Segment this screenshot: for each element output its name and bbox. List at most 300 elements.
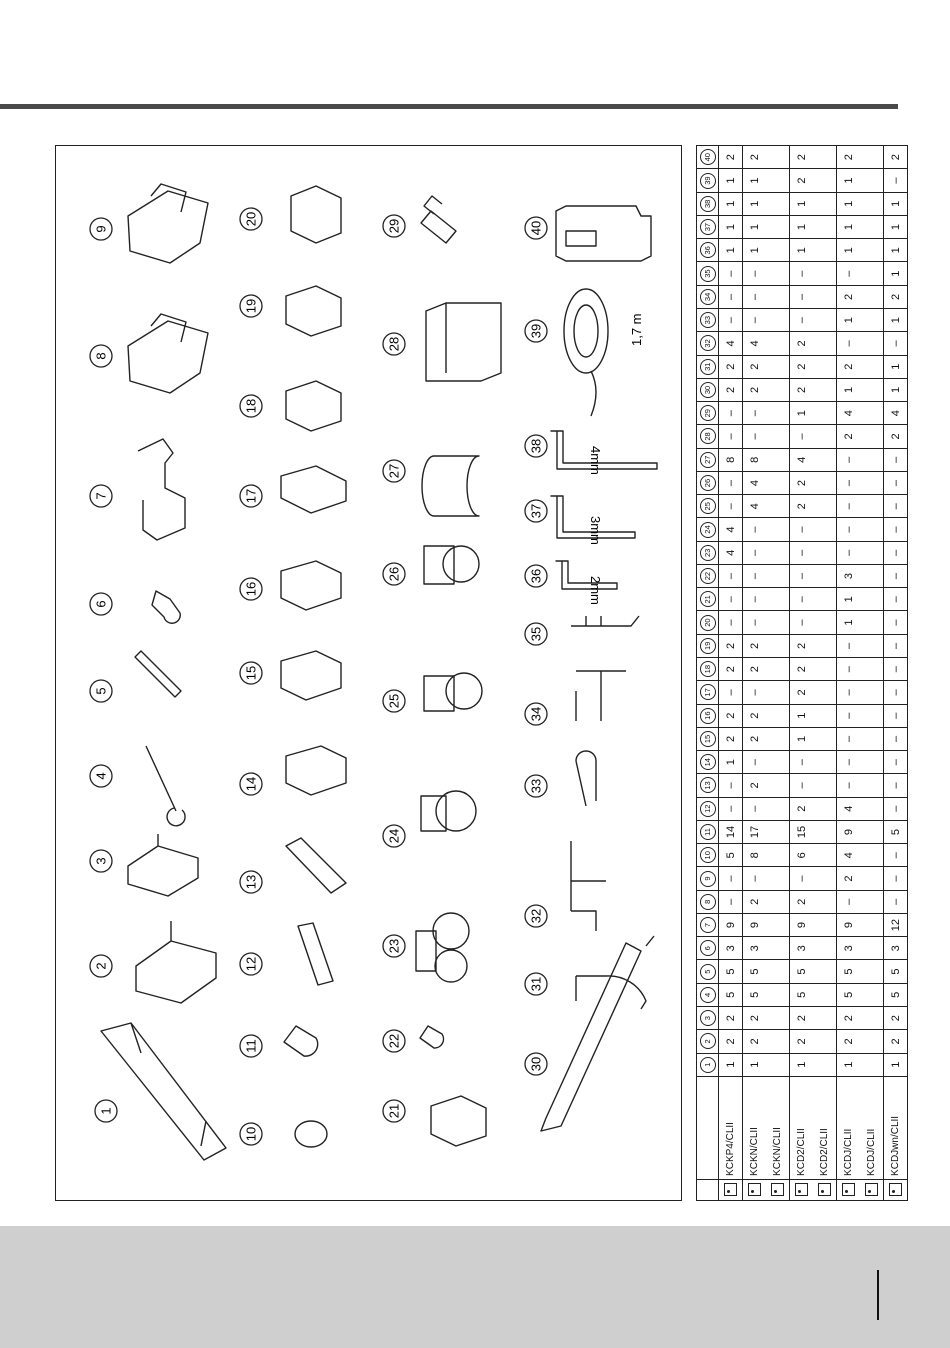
quantity-cell: –: [790, 425, 814, 448]
quantity-cell: [813, 1030, 837, 1053]
quantity-cell: 2: [790, 378, 814, 401]
quantity-cell: –: [837, 495, 861, 518]
quantity-cell: [860, 983, 884, 1006]
quantity-cell: 17: [743, 820, 767, 843]
svg-text:6: 6: [93, 600, 109, 608]
table-header-row: [697, 146, 719, 1201]
quantity-cell: –: [837, 890, 861, 913]
quantity-cell: 2: [743, 890, 767, 913]
quantity-cell: –: [719, 797, 743, 820]
quantity-cell: 4: [837, 844, 861, 867]
column-header-25: 25: [697, 495, 719, 518]
quantity-cell: –: [884, 634, 908, 657]
table-row: [884, 146, 908, 1201]
quantity-cell: –: [719, 611, 743, 634]
quantity-cell: 8: [743, 844, 767, 867]
svg-text:28: 28: [386, 336, 402, 352]
quantity-cell: [813, 820, 837, 843]
quantity-cell: 2: [790, 890, 814, 913]
column-header-23: 23: [697, 541, 719, 564]
quantity-cell: 2: [837, 146, 861, 169]
quantity-cell: 1: [837, 378, 861, 401]
quantity-cell: –: [743, 588, 767, 611]
quantity-cell: 9: [790, 913, 814, 936]
part-label-13: [240, 871, 262, 893]
svg-text:2: 2: [93, 962, 109, 970]
quantity-cell: [766, 658, 790, 681]
quantity-cell: 1: [837, 239, 861, 262]
quantity-cell: [813, 867, 837, 890]
quantity-cell: [813, 215, 837, 238]
quantity-cell: [860, 867, 884, 890]
quantity-cell: 2: [790, 355, 814, 378]
quantity-cell: [766, 309, 790, 332]
quantity-cell: 8: [743, 448, 767, 471]
quantity-cell: –: [884, 727, 908, 750]
quantity-cell: [766, 937, 790, 960]
part-20-drawing: [291, 186, 341, 243]
quantity-cell: 4: [719, 518, 743, 541]
part-33-drawing: [576, 751, 596, 806]
part-2-drawing: [136, 921, 216, 1003]
quantity-cell: [860, 1053, 884, 1076]
part-label-18: [240, 395, 262, 417]
quantity-cell: 3: [719, 937, 743, 960]
column-header-1: 1: [697, 1053, 719, 1076]
quantity-cell: 8: [719, 448, 743, 471]
quantity-cell: 2: [884, 425, 908, 448]
quantity-cell: 1: [837, 192, 861, 215]
quantity-cell: 2: [719, 634, 743, 657]
part-39-drawing: [564, 289, 608, 373]
svg-text:24: 24: [386, 828, 402, 844]
quantity-cell: –: [743, 425, 767, 448]
column-header-20: 20: [697, 611, 719, 634]
quantity-cell: –: [884, 564, 908, 587]
quantity-cell: 1: [790, 215, 814, 238]
quantity-cell: [860, 309, 884, 332]
quantity-cell: 2: [743, 378, 767, 401]
part-40-drawing: [556, 206, 651, 261]
quantity-cell: –: [884, 658, 908, 681]
part-label-12: [240, 953, 262, 975]
rect-dot-icon: [813, 1179, 837, 1200]
quantity-cell: [813, 378, 837, 401]
quantity-cell: –: [884, 448, 908, 471]
part-24-drawing: [436, 791, 476, 831]
quantity-cell: [766, 285, 790, 308]
quantity-cell: [813, 704, 837, 727]
quantity-cell: [766, 611, 790, 634]
quantity-cell: [766, 215, 790, 238]
quantity-cell: 9: [837, 820, 861, 843]
quantity-cell: 5: [743, 960, 767, 983]
quantity-cell: [813, 448, 837, 471]
part-label-11: [240, 1035, 262, 1057]
part-7-drawing: [138, 439, 185, 540]
quantity-cell: [860, 285, 884, 308]
product-name: KCD2/CLII: [790, 1076, 814, 1179]
quantity-cell: [860, 844, 884, 867]
part-label-23: [383, 935, 405, 957]
part-label-31: [525, 973, 547, 995]
quantity-cell: 2: [790, 1030, 814, 1053]
quantity-cell: –: [837, 518, 861, 541]
quantity-cell: [766, 378, 790, 401]
quantity-cell: [860, 658, 884, 681]
quantity-cell: –: [790, 611, 814, 634]
quantity-cell: [860, 937, 884, 960]
quantity-cell: [813, 332, 837, 355]
quantity-cell: [813, 564, 837, 587]
svg-text:22: 22: [386, 1033, 402, 1049]
quantity-cell: [860, 611, 884, 634]
part-25-drawing: [446, 673, 482, 709]
quantity-cell: 2: [837, 867, 861, 890]
quantity-cell: [860, 402, 884, 425]
quantity-cell: [766, 471, 790, 494]
column-header-32: 32: [697, 332, 719, 355]
quantity-cell: [813, 518, 837, 541]
column-header-2: 2: [697, 1030, 719, 1053]
part-label-8: [90, 345, 112, 367]
quantity-cell: [813, 402, 837, 425]
quantity-cell: [766, 402, 790, 425]
quantity-cell: 2: [884, 146, 908, 169]
svg-text:1: 1: [98, 1107, 114, 1115]
quantity-cell: [813, 797, 837, 820]
quantity-cell: 1: [884, 1053, 908, 1076]
quantity-cell: –: [743, 285, 767, 308]
quantity-cell: [766, 681, 790, 704]
quantity-cell: –: [790, 774, 814, 797]
quantity-cell: [766, 541, 790, 564]
column-header-22: 22: [697, 564, 719, 587]
svg-text:14: 14: [243, 776, 259, 792]
quantity-cell: 1: [837, 309, 861, 332]
svg-text:36: 36: [528, 568, 544, 584]
svg-text:7: 7: [93, 492, 109, 500]
parts-quantity-table: [696, 145, 908, 1201]
svg-text:8: 8: [93, 352, 109, 360]
svg-text:26: 26: [386, 566, 402, 582]
quantity-cell: 4: [743, 495, 767, 518]
quantity-cell: [860, 471, 884, 494]
quantity-cell: –: [884, 704, 908, 727]
column-header-40: 40: [697, 146, 719, 169]
quantity-cell: [813, 169, 837, 192]
quantity-cell: 1: [719, 169, 743, 192]
quantity-cell: 2: [837, 355, 861, 378]
column-header-8: 8: [697, 890, 719, 913]
quantity-cell: 9: [837, 913, 861, 936]
quantity-cell: 1: [790, 192, 814, 215]
quantity-cell: –: [719, 774, 743, 797]
quantity-cell: [813, 727, 837, 750]
quantity-cell: 5: [790, 960, 814, 983]
part-label-27: [383, 460, 405, 482]
column-header-18: 18: [697, 658, 719, 681]
svg-text:18: 18: [243, 398, 259, 414]
part-34-drawing: [576, 671, 626, 721]
quantity-cell: –: [743, 518, 767, 541]
quantity-cell: [860, 1030, 884, 1053]
quantity-cell: 1: [719, 1053, 743, 1076]
quantity-cell: 1: [743, 215, 767, 238]
quantity-cell: [860, 215, 884, 238]
quantity-cell: [766, 727, 790, 750]
quantity-cell: 2: [719, 704, 743, 727]
quantity-cell: [813, 309, 837, 332]
quantity-cell: [766, 844, 790, 867]
svg-text:12: 12: [243, 956, 259, 972]
quantity-cell: 1: [884, 215, 908, 238]
quantity-cell: [860, 518, 884, 541]
quantity-cell: 2: [743, 704, 767, 727]
quantity-cell: 1: [790, 1053, 814, 1076]
part-23-drawing: [433, 913, 469, 949]
quantity-cell: 1: [837, 1053, 861, 1076]
square-dot-icon: [837, 1179, 861, 1200]
quantity-cell: [813, 634, 837, 657]
part-label-21: [383, 1100, 405, 1122]
quantity-cell: –: [884, 332, 908, 355]
quantity-cell: 2: [790, 797, 814, 820]
quantity-cell: 2: [719, 1030, 743, 1053]
quantity-cell: [860, 634, 884, 657]
quantity-cell: 4: [837, 797, 861, 820]
quantity-cell: –: [790, 285, 814, 308]
quantity-cell: –: [884, 751, 908, 774]
quantity-cell: 2: [837, 285, 861, 308]
column-header-9: 9: [697, 867, 719, 890]
seal-length: 1,7 m: [629, 313, 644, 346]
header-name-cell: [697, 1076, 719, 1179]
rect-dot-icon: [860, 1179, 884, 1200]
quantity-cell: 1: [884, 262, 908, 285]
quantity-cell: [860, 588, 884, 611]
quantity-cell: 2: [743, 1030, 767, 1053]
column-header-27: 27: [697, 448, 719, 471]
quantity-cell: –: [743, 262, 767, 285]
quantity-cell: [766, 355, 790, 378]
part-15-drawing: [281, 651, 341, 700]
quantity-cell: –: [884, 471, 908, 494]
quantity-cell: 2: [790, 634, 814, 657]
svg-text:33: 33: [528, 778, 544, 794]
quantity-cell: 5: [884, 960, 908, 983]
rect-dot-icon: [790, 1179, 814, 1200]
part-label-29: [383, 215, 405, 237]
quantity-cell: –: [790, 262, 814, 285]
quantity-cell: 2: [884, 285, 908, 308]
svg-text:15: 15: [243, 665, 259, 681]
quantity-cell: 9: [743, 913, 767, 936]
column-header-34: 34: [697, 285, 719, 308]
quantity-cell: [860, 1006, 884, 1029]
part-label-30: [525, 1053, 547, 1075]
quantity-cell: –: [719, 867, 743, 890]
part-4-drawing: [146, 746, 185, 826]
part-label-28: [383, 333, 405, 355]
part-label-35: [525, 623, 547, 645]
svg-text:31: 31: [528, 976, 544, 992]
quantity-cell: 2: [790, 495, 814, 518]
quantity-cell: 2: [719, 1006, 743, 1029]
svg-text:16: 16: [243, 581, 259, 597]
part-label-33: [525, 775, 547, 797]
quantity-cell: 14: [719, 820, 743, 843]
quantity-cell: [813, 1006, 837, 1029]
column-header-33: 33: [697, 309, 719, 332]
quantity-cell: –: [719, 262, 743, 285]
rect-dot-icon: [884, 1179, 908, 1200]
quantity-cell: [860, 774, 884, 797]
quantity-cell: [766, 634, 790, 657]
part-3-drawing: [128, 834, 198, 896]
table-row: [837, 146, 861, 1201]
quantity-cell: [766, 797, 790, 820]
part-label-2: [90, 955, 112, 977]
quantity-cell: –: [790, 588, 814, 611]
quantity-cell: 2: [884, 1030, 908, 1053]
part-11-drawing: [284, 1026, 318, 1056]
product-name: KCD2/CLII: [813, 1076, 837, 1179]
column-header-12: 12: [697, 797, 719, 820]
quantity-cell: –: [743, 797, 767, 820]
quantity-cell: [766, 146, 790, 169]
quantity-cell: –: [837, 262, 861, 285]
svg-text:34: 34: [528, 706, 544, 722]
column-header-14: 14: [697, 751, 719, 774]
quantity-cell: 5: [884, 983, 908, 1006]
footer-bar: [877, 1270, 879, 1320]
part-6-drawing: [152, 591, 180, 623]
quantity-cell: 1: [837, 215, 861, 238]
column-header-39: 39: [697, 169, 719, 192]
quantity-cell: 1: [790, 704, 814, 727]
quantity-cell: 15: [790, 820, 814, 843]
quantity-cell: [766, 425, 790, 448]
quantity-cell: [813, 913, 837, 936]
square-icon: [743, 1179, 767, 1200]
part-label-5: [90, 680, 112, 702]
quantity-cell: –: [719, 588, 743, 611]
quantity-cell: 2: [719, 378, 743, 401]
quantity-cell: –: [790, 751, 814, 774]
quantity-cell: [860, 425, 884, 448]
quantity-cell: –: [884, 797, 908, 820]
quantity-cell: 5: [790, 983, 814, 1006]
quantity-cell: 4: [719, 332, 743, 355]
part-label-1: [95, 1100, 117, 1122]
column-header-28: 28: [697, 425, 719, 448]
part-label-26: [383, 563, 405, 585]
quantity-cell: [766, 332, 790, 355]
quantity-cell: –: [884, 588, 908, 611]
quantity-cell: 2: [790, 658, 814, 681]
quantity-cell: –: [743, 611, 767, 634]
quantity-cell: –: [884, 681, 908, 704]
quantity-cell: [813, 262, 837, 285]
quantity-cell: [813, 355, 837, 378]
column-header-13: 13: [697, 774, 719, 797]
quantity-cell: [766, 262, 790, 285]
quantity-cell: [813, 425, 837, 448]
quantity-cell: 1: [743, 169, 767, 192]
quantity-cell: 2: [837, 1006, 861, 1029]
header-icon-cell: [697, 1179, 719, 1200]
quantity-cell: [813, 471, 837, 494]
quantity-cell: [766, 890, 790, 913]
quantity-cell: –: [790, 541, 814, 564]
quantity-cell: 2: [743, 146, 767, 169]
quantity-cell: 4: [790, 448, 814, 471]
quantity-cell: [860, 448, 884, 471]
quantity-cell: [766, 239, 790, 262]
header-rule: [0, 104, 898, 109]
column-header-15: 15: [697, 727, 719, 750]
quantity-cell: 3: [837, 564, 861, 587]
part-label-25: [383, 690, 405, 712]
parts-table-wrapper: [696, 145, 902, 1201]
quantity-cell: [813, 611, 837, 634]
quantity-cell: 1: [790, 727, 814, 750]
quantity-cell: –: [743, 751, 767, 774]
quantity-cell: –: [837, 658, 861, 681]
quantity-cell: [766, 495, 790, 518]
quantity-cell: 5: [719, 960, 743, 983]
part-label-3: [90, 850, 112, 872]
column-header-21: 21: [697, 588, 719, 611]
quantity-cell: –: [884, 495, 908, 518]
svg-text:39: 39: [528, 323, 544, 339]
svg-text:25: 25: [386, 693, 402, 709]
part-12-drawing: [298, 923, 333, 985]
quantity-cell: –: [719, 309, 743, 332]
part-18-drawing: [286, 381, 341, 431]
quantity-cell: 2: [743, 774, 767, 797]
quantity-cell: 2: [743, 1006, 767, 1029]
part-31-drawing: [576, 976, 646, 1009]
part-16-drawing: [281, 561, 341, 610]
quantity-cell: 1: [743, 192, 767, 215]
quantity-cell: 3: [790, 937, 814, 960]
column-header-26: 26: [697, 471, 719, 494]
svg-text:30: 30: [528, 1056, 544, 1072]
quantity-cell: –: [837, 681, 861, 704]
svg-text:23: 23: [386, 938, 402, 954]
part-22-drawing: [420, 1026, 444, 1048]
key-36-size: 2mm: [588, 576, 603, 605]
table-row: [813, 146, 837, 1201]
quantity-cell: 1: [790, 402, 814, 425]
part-35-drawing: [571, 616, 639, 626]
quantity-cell: [860, 751, 884, 774]
quantity-cell: [766, 1006, 790, 1029]
svg-text:5: 5: [93, 687, 109, 695]
quantity-cell: 1: [743, 239, 767, 262]
quantity-cell: 2: [790, 169, 814, 192]
quantity-cell: –: [743, 402, 767, 425]
part-38-drawing: [551, 431, 657, 469]
quantity-cell: 2: [719, 355, 743, 378]
quantity-cell: [860, 169, 884, 192]
quantity-cell: [766, 1053, 790, 1076]
quantity-cell: [813, 658, 837, 681]
svg-text:13: 13: [243, 874, 259, 890]
quantity-cell: [766, 960, 790, 983]
